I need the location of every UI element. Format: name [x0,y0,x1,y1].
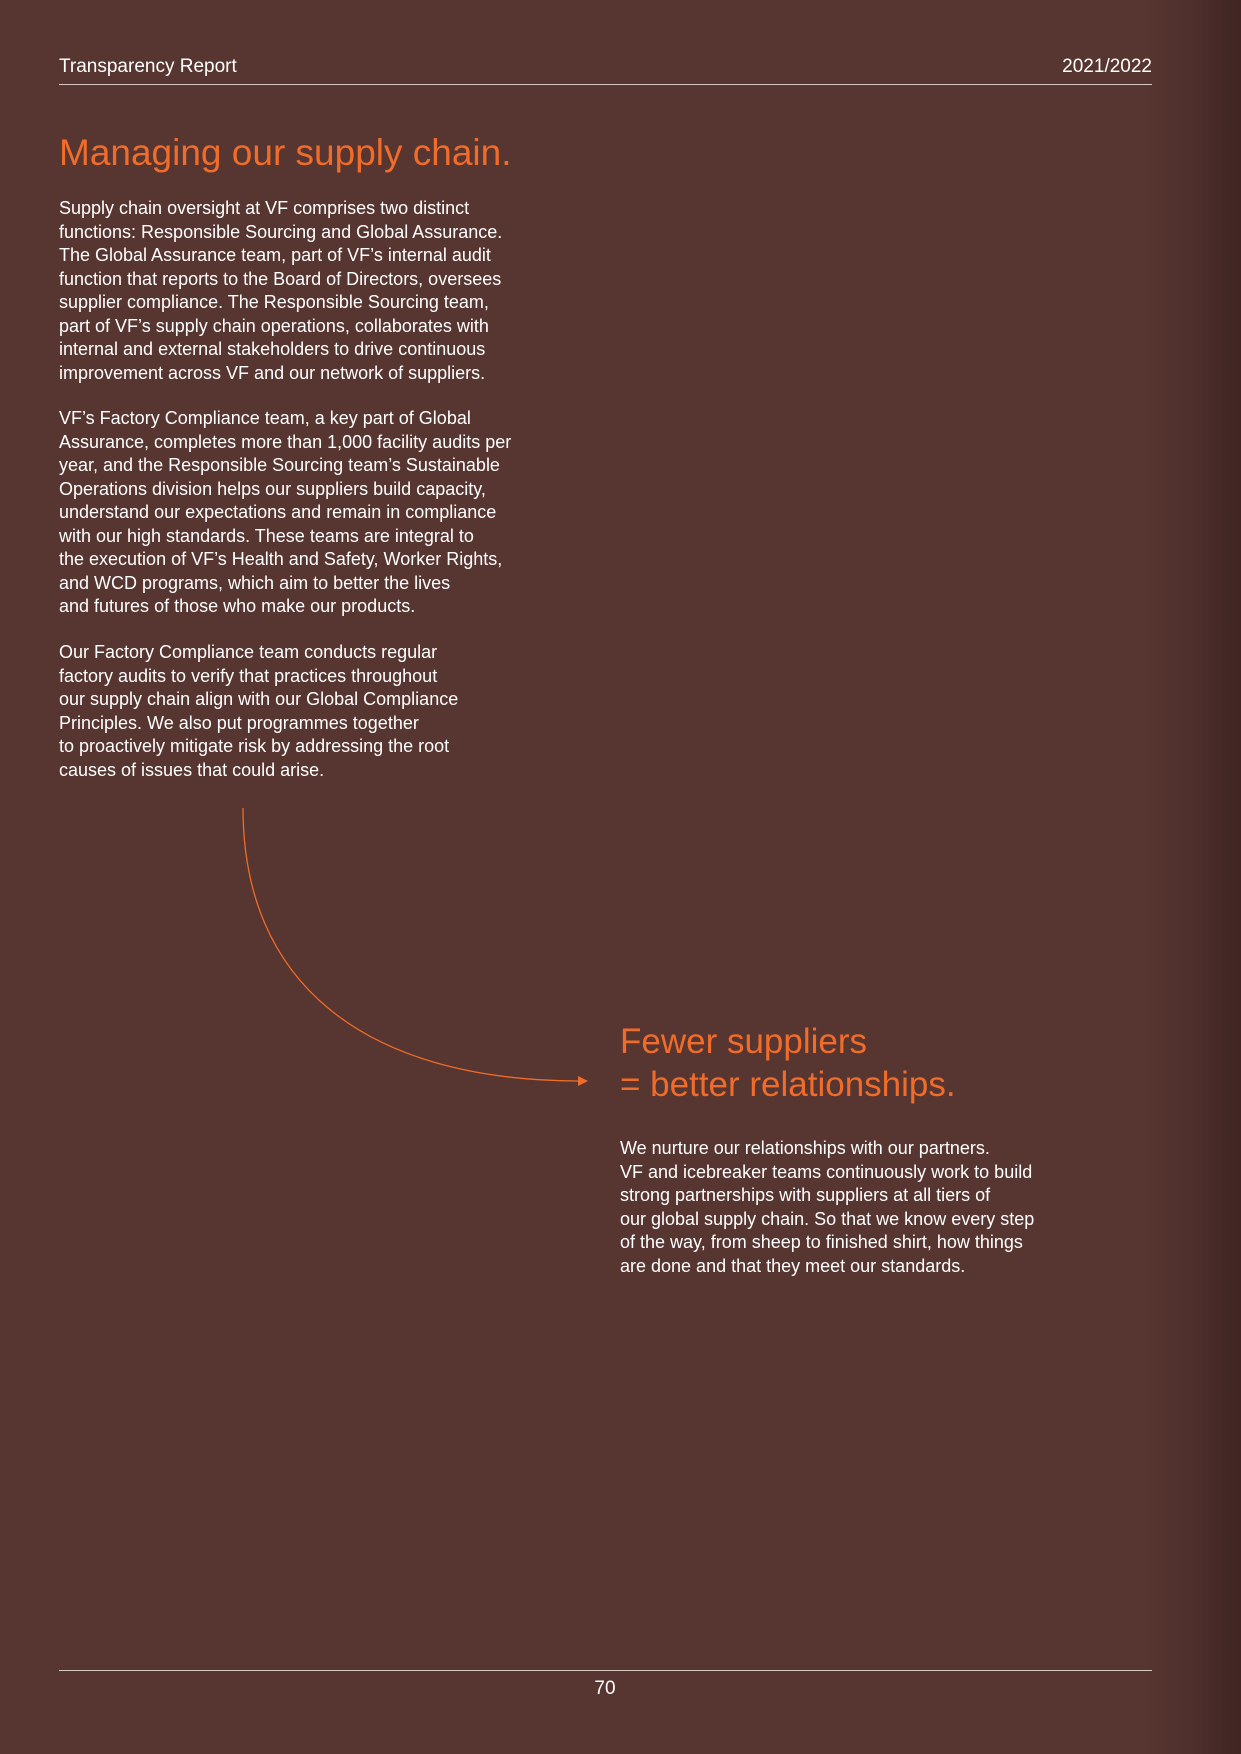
paragraph-factory-compliance [59,407,599,619]
text-line: our global supply chain. So that we know every step [620,1208,1035,1229]
report-title: Transparency Report [59,56,237,77]
callout-body [620,1137,1034,1278]
paragraph-supply-chain-oversight [59,197,599,385]
text-line: supplier compliance. The Responsible Sourcing team, [59,292,489,312]
text-line: the execution of VF’s Health and Safety, Worker Rights, [59,549,503,569]
callout-title-line: = better relationships. [620,1065,956,1104]
text-line: and WCD programs, which aim to better the lives [59,572,451,593]
callout-title [620,1020,956,1106]
text-line: We nurture our relationships with our partners. [620,1138,990,1158]
text-line: VF’s Factory Compliance team, a key part of Global [59,408,471,428]
text-line: part of VF’s supply chain operations, collaborates with [59,315,489,336]
text-line: understand our expectations and remain in compliance [59,502,497,522]
text-line: Principles. We also put programmes together [59,712,419,733]
text-line: VF and icebreaker teams continuously work to build [620,1161,1033,1182]
text-line: year, and the Responsible Sourcing team’s Sustainable [59,455,500,475]
text-line: Supply chain oversight at VF comprises two distinct [59,198,470,218]
text-line: are done and that they meet our standards. [620,1255,966,1276]
text-line: factory audits to verify that practices throughout [59,665,438,686]
paragraph-factory-audits [59,641,599,782]
section-title: Managing our supply chain. [59,132,512,173]
text-line: strong partnerships with suppliers at all tiers of [620,1185,991,1205]
text-line: and futures of those who make our products. [59,596,416,616]
text-line: Operations division helps our suppliers build capacity, [59,478,486,499]
text-line: with our high standards. These teams are integral to [59,525,474,546]
text-line: internal and external stakeholders to drive continuous [59,339,486,359]
text-line: functions: Responsible Sourcing and Global Assurance. [59,221,503,242]
text-line: to proactively mitigate risk by addressing the root [59,736,450,756]
text-line: Assurance, completes more than 1,000 facility audits per [59,431,512,452]
header-divider [59,84,1152,85]
text-line: improvement across VF and our network of suppliers. [59,362,486,383]
text-line: Our Factory Compliance team conducts regular [59,642,438,662]
text-line: of the way, from sheep to finished shirt, how things [620,1232,1023,1252]
text-line: The Global Assurance team, part of VF’s internal audit [59,245,491,265]
text-line: function that reports to the Board of Directors, oversees [59,268,502,289]
callout-title-line: Fewer suppliers [620,1022,868,1061]
arrow-curve [243,808,578,1081]
footer-divider [59,1670,1152,1671]
report-year: 2021/2022 [1062,56,1152,77]
arrow-head [578,1076,588,1086]
page-number: 70 [594,1678,616,1699]
text-line: causes of issues that could arise. [59,759,325,780]
text-line: our supply chain align with our Global Compliance [59,689,459,709]
